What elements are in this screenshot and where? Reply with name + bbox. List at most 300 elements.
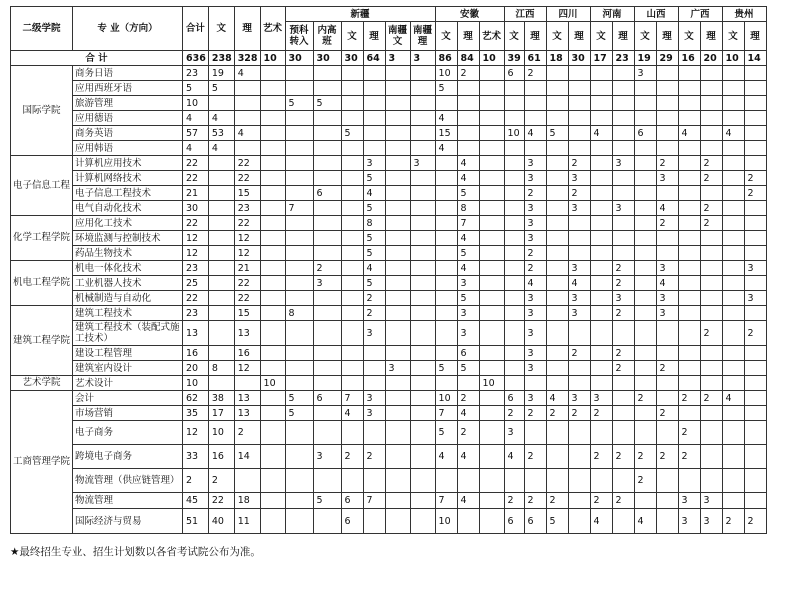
quota-cell	[678, 171, 700, 186]
quota-cell	[504, 306, 524, 321]
quota-cell	[260, 171, 285, 186]
quota-cell	[410, 509, 435, 534]
quota-cell	[722, 66, 744, 81]
quota-cell	[700, 141, 722, 156]
quota-cell	[208, 156, 234, 171]
quota-cell	[385, 66, 410, 81]
quota-cell	[341, 201, 363, 216]
quota-cell	[208, 321, 234, 346]
quota-cell: 6	[341, 493, 363, 509]
quota-cell	[385, 156, 410, 171]
quota-cell	[504, 276, 524, 291]
quota-cell: 23	[183, 306, 209, 321]
quota-cell: 12	[234, 361, 260, 376]
quota-cell	[385, 171, 410, 186]
total-cell: 14	[744, 51, 766, 66]
quota-cell: 3	[363, 406, 385, 421]
quota-cell	[678, 346, 700, 361]
total-cell: 10	[260, 51, 285, 66]
quota-cell	[612, 406, 634, 421]
quota-cell: 22	[234, 171, 260, 186]
quota-cell	[504, 346, 524, 361]
quota-cell	[744, 306, 766, 321]
quota-cell	[678, 156, 700, 171]
quota-cell	[208, 231, 234, 246]
quota-cell	[744, 445, 766, 469]
quota-cell: 6	[504, 509, 524, 534]
quota-cell	[285, 291, 313, 306]
major-cell: 建筑室内设计	[73, 361, 183, 376]
quota-cell: 4	[722, 126, 744, 141]
college-cell: 国际学院	[11, 66, 73, 156]
quota-cell	[504, 156, 524, 171]
quota-cell: 22	[234, 276, 260, 291]
quota-cell	[385, 321, 410, 346]
header-li: 理	[234, 7, 260, 51]
quota-cell	[385, 509, 410, 534]
quota-cell: 5	[313, 96, 341, 111]
quota-cell	[260, 406, 285, 421]
quota-cell: 51	[183, 509, 209, 534]
quota-cell	[341, 141, 363, 156]
quota-cell: 4	[183, 111, 209, 126]
quota-cell: 62	[183, 391, 209, 406]
quota-cell: 3	[524, 391, 546, 406]
quota-cell: 5	[285, 391, 313, 406]
quota-cell	[385, 231, 410, 246]
header-jx-li: 理	[524, 22, 546, 51]
quota-cell	[546, 216, 568, 231]
quota-cell: 3	[410, 156, 435, 171]
total-cell: 238	[208, 51, 234, 66]
major-cell: 工业机器人技术	[73, 276, 183, 291]
quota-cell	[479, 291, 504, 306]
quota-cell: 3	[504, 421, 524, 445]
quota-cell: 10	[479, 376, 504, 391]
quota-cell	[722, 421, 744, 445]
quota-cell: 2	[678, 445, 700, 469]
quota-cell	[504, 246, 524, 261]
quota-cell	[479, 261, 504, 276]
quota-cell: 23	[183, 261, 209, 276]
quota-cell: 3	[568, 291, 590, 306]
quota-cell	[410, 421, 435, 445]
quota-cell	[435, 156, 457, 171]
quota-cell: 5	[208, 81, 234, 96]
quota-cell	[546, 276, 568, 291]
quota-cell: 4	[634, 509, 656, 534]
quota-cell	[568, 421, 590, 445]
quota-cell: 2	[524, 261, 546, 276]
quota-cell	[341, 276, 363, 291]
quota-cell	[208, 96, 234, 111]
header-wen: 文	[208, 7, 234, 51]
quota-cell	[678, 216, 700, 231]
quota-cell: 4	[457, 445, 479, 469]
quota-cell	[612, 231, 634, 246]
header-henan: 河南	[590, 7, 634, 22]
quota-cell: 22	[183, 291, 209, 306]
quota-cell: 2	[612, 276, 634, 291]
quota-cell	[363, 346, 385, 361]
major-cell: 旅游管理	[73, 96, 183, 111]
quota-cell	[341, 291, 363, 306]
quota-cell	[457, 469, 479, 493]
quota-cell: 3	[656, 171, 678, 186]
quota-cell: 8	[208, 361, 234, 376]
quota-cell: 53	[208, 126, 234, 141]
quota-cell	[656, 493, 678, 509]
total-cell: 19	[634, 51, 656, 66]
quota-cell	[678, 81, 700, 96]
header-sc-wen: 文	[546, 22, 568, 51]
quota-cell	[479, 246, 504, 261]
major-cell: 建筑工程技术	[73, 306, 183, 321]
table-row	[11, 361, 767, 376]
header-sx-li: 理	[656, 22, 678, 51]
quota-cell	[634, 96, 656, 111]
quota-cell: 2	[504, 493, 524, 509]
quota-cell	[590, 171, 612, 186]
quota-cell: 2	[208, 469, 234, 493]
quota-cell	[410, 81, 435, 96]
quota-cell	[722, 246, 744, 261]
quota-cell	[612, 81, 634, 96]
major-cell: 药品生物技术	[73, 246, 183, 261]
quota-cell	[410, 96, 435, 111]
quota-cell: 3	[612, 156, 634, 171]
quota-cell	[285, 186, 313, 201]
quota-cell: 11	[234, 509, 260, 534]
quota-cell	[546, 231, 568, 246]
quota-cell	[479, 141, 504, 156]
quota-cell	[341, 261, 363, 276]
quota-cell	[590, 306, 612, 321]
quota-cell	[285, 493, 313, 509]
quota-cell	[234, 81, 260, 96]
quota-cell: 2	[612, 445, 634, 469]
quota-cell: 3	[656, 291, 678, 306]
quota-cell	[568, 246, 590, 261]
quota-cell	[313, 231, 341, 246]
quota-cell	[700, 111, 722, 126]
quota-cell: 4	[435, 141, 457, 156]
quota-cell: 25	[183, 276, 209, 291]
quota-cell	[341, 421, 363, 445]
quota-cell	[410, 246, 435, 261]
quota-cell: 2	[744, 186, 766, 201]
quota-cell	[612, 171, 634, 186]
quota-cell	[722, 96, 744, 111]
quota-cell: 2	[524, 406, 546, 421]
quota-cell	[722, 141, 744, 156]
quota-cell: 2	[612, 346, 634, 361]
quota-cell: 3	[700, 493, 722, 509]
quota-cell	[260, 246, 285, 261]
quota-cell: 3	[678, 509, 700, 534]
quota-cell	[504, 376, 524, 391]
header-shanxi: 山西	[634, 7, 678, 22]
quota-cell	[722, 469, 744, 493]
quota-cell	[722, 156, 744, 171]
college-cell: 艺术学院	[11, 376, 73, 391]
quota-cell: 12	[183, 246, 209, 261]
quota-cell	[722, 291, 744, 306]
quota-cell	[612, 391, 634, 406]
quota-cell	[504, 216, 524, 231]
quota-cell: 8	[363, 216, 385, 231]
quota-cell: 3	[656, 306, 678, 321]
quota-cell	[410, 406, 435, 421]
quota-cell	[744, 231, 766, 246]
table-row	[11, 201, 767, 216]
quota-cell	[313, 171, 341, 186]
quota-cell	[612, 96, 634, 111]
quota-cell: 2	[363, 291, 385, 306]
quota-cell	[479, 306, 504, 321]
quota-cell	[634, 361, 656, 376]
quota-cell	[260, 509, 285, 534]
quota-cell: 2	[363, 445, 385, 469]
quota-cell	[504, 81, 524, 96]
quota-cell: 3	[524, 201, 546, 216]
quota-cell	[385, 421, 410, 445]
quota-cell	[208, 276, 234, 291]
quota-cell	[546, 141, 568, 156]
quota-cell	[700, 421, 722, 445]
quota-cell	[634, 291, 656, 306]
quota-cell	[634, 493, 656, 509]
quota-cell: 6	[457, 346, 479, 361]
quota-cell	[590, 421, 612, 445]
quota-cell	[341, 216, 363, 231]
quota-cell: 23	[183, 66, 209, 81]
quota-cell	[656, 96, 678, 111]
table-row	[11, 156, 767, 171]
quota-cell	[435, 291, 457, 306]
quota-cell: 6	[504, 391, 524, 406]
quota-cell	[435, 321, 457, 346]
quota-cell	[568, 361, 590, 376]
table-row	[11, 216, 767, 231]
header-hn-li: 理	[612, 22, 634, 51]
quota-cell: 4	[457, 231, 479, 246]
quota-cell	[700, 376, 722, 391]
quota-cell	[656, 186, 678, 201]
quota-cell: 5	[457, 291, 479, 306]
quota-cell	[590, 469, 612, 493]
quota-cell	[341, 246, 363, 261]
quota-cell	[385, 391, 410, 406]
quota-cell: 2	[524, 493, 546, 509]
header-gz-li: 理	[744, 22, 766, 51]
major-cell: 物流管理	[73, 493, 183, 509]
quota-cell: 2	[524, 186, 546, 201]
quota-cell: 2	[700, 171, 722, 186]
quota-cell	[504, 361, 524, 376]
quota-cell	[260, 141, 285, 156]
quota-cell: 4	[546, 391, 568, 406]
quota-cell: 2	[341, 445, 363, 469]
quota-cell	[363, 141, 385, 156]
quota-cell: 4	[678, 126, 700, 141]
quota-cell: 3	[744, 261, 766, 276]
table-row	[11, 421, 767, 445]
quota-cell	[546, 291, 568, 306]
college-cell: 工商管理学院	[11, 391, 73, 534]
quota-cell: 2	[678, 391, 700, 406]
quota-cell	[612, 509, 634, 534]
major-cell: 应用德语	[73, 111, 183, 126]
quota-cell	[744, 469, 766, 493]
quota-cell	[479, 231, 504, 246]
quota-cell: 16	[183, 346, 209, 361]
quota-cell	[285, 509, 313, 534]
header-nanjiang-li: 南疆理	[410, 22, 435, 51]
quota-cell: 13	[183, 321, 209, 346]
table-row	[11, 346, 767, 361]
quota-cell: 7	[435, 406, 457, 421]
quota-cell: 2	[634, 469, 656, 493]
quota-cell	[363, 66, 385, 81]
table-row	[11, 276, 767, 291]
quota-cell	[634, 201, 656, 216]
quota-cell: 16	[208, 445, 234, 469]
total-cell: 29	[656, 51, 678, 66]
quota-cell: 12	[234, 246, 260, 261]
quota-cell	[410, 376, 435, 391]
quota-cell	[260, 421, 285, 445]
quota-cell	[612, 321, 634, 346]
quota-cell	[568, 469, 590, 493]
major-cell: 国际经济与贸易	[73, 509, 183, 534]
quota-cell	[612, 141, 634, 156]
quota-cell: 12	[234, 231, 260, 246]
table-row	[11, 231, 767, 246]
quota-cell: 3	[524, 216, 546, 231]
header-total: 合计	[183, 7, 209, 51]
quota-cell: 2	[722, 509, 744, 534]
quota-cell: 2	[656, 216, 678, 231]
quota-cell	[260, 361, 285, 376]
quota-cell: 5	[363, 276, 385, 291]
quota-cell	[744, 96, 766, 111]
quota-cell	[590, 216, 612, 231]
quota-cell	[568, 231, 590, 246]
quota-cell	[568, 141, 590, 156]
quota-cell	[612, 66, 634, 81]
header-guangxi: 广西	[678, 7, 722, 22]
header-xinjiang: 新疆	[285, 7, 435, 22]
total-cell: 30	[285, 51, 313, 66]
header-sichuan: 四川	[546, 7, 590, 22]
quota-cell	[700, 276, 722, 291]
quota-cell	[546, 346, 568, 361]
quota-cell	[744, 421, 766, 445]
quota-cell	[656, 231, 678, 246]
quota-cell	[678, 96, 700, 111]
quota-cell: 5	[183, 81, 209, 96]
quota-cell	[479, 276, 504, 291]
quota-cell	[700, 291, 722, 306]
quota-cell: 10	[208, 421, 234, 445]
quota-cell: 2	[700, 391, 722, 406]
quota-cell	[700, 261, 722, 276]
quota-cell: 2	[183, 469, 209, 493]
quota-cell: 22	[183, 216, 209, 231]
quota-cell	[260, 156, 285, 171]
quota-cell	[568, 445, 590, 469]
quota-cell	[435, 346, 457, 361]
quota-cell	[208, 246, 234, 261]
quota-cell	[479, 216, 504, 231]
quota-cell	[385, 276, 410, 291]
quota-cell: 20	[183, 361, 209, 376]
quota-cell	[546, 469, 568, 493]
quota-cell: 16	[234, 346, 260, 361]
quota-cell	[341, 321, 363, 346]
quota-cell: 3	[590, 391, 612, 406]
quota-cell	[435, 216, 457, 231]
quota-cell	[479, 321, 504, 346]
quota-cell	[385, 493, 410, 509]
quota-cell: 5	[285, 406, 313, 421]
table-row	[11, 469, 767, 493]
quota-cell: 3	[524, 231, 546, 246]
quota-cell	[313, 66, 341, 81]
quota-cell	[410, 231, 435, 246]
quota-cell: 57	[183, 126, 209, 141]
quota-cell: 3	[524, 156, 546, 171]
header-anhui: 安徽	[435, 7, 504, 22]
quota-cell	[410, 141, 435, 156]
quota-cell: 2	[568, 346, 590, 361]
quota-cell	[590, 376, 612, 391]
quota-cell	[479, 406, 504, 421]
quota-cell	[285, 469, 313, 493]
quota-cell	[568, 96, 590, 111]
quota-cell	[504, 96, 524, 111]
quota-cell	[634, 216, 656, 231]
total-cell: 39	[504, 51, 524, 66]
major-cell: 计算机网络技术	[73, 171, 183, 186]
quota-cell: 5	[363, 231, 385, 246]
quota-cell	[524, 141, 546, 156]
quota-cell	[341, 469, 363, 493]
quota-cell	[524, 376, 546, 391]
quota-cell	[208, 201, 234, 216]
quota-cell	[234, 141, 260, 156]
quota-cell	[479, 361, 504, 376]
quota-cell: 12	[183, 231, 209, 246]
header-jx-wen: 文	[504, 22, 524, 51]
quota-cell	[457, 111, 479, 126]
quota-cell	[634, 276, 656, 291]
quota-cell	[313, 306, 341, 321]
total-cell: 10	[479, 51, 504, 66]
quota-cell: 2	[612, 493, 634, 509]
quota-cell	[524, 421, 546, 445]
quota-cell	[634, 346, 656, 361]
quota-cell	[385, 376, 410, 391]
major-cell: 应用化工技术	[73, 216, 183, 231]
quota-cell: 2	[634, 445, 656, 469]
quota-cell	[504, 111, 524, 126]
quota-cell	[590, 96, 612, 111]
quota-cell	[208, 216, 234, 231]
quota-cell: 13	[234, 391, 260, 406]
quota-cell: 4	[457, 406, 479, 421]
